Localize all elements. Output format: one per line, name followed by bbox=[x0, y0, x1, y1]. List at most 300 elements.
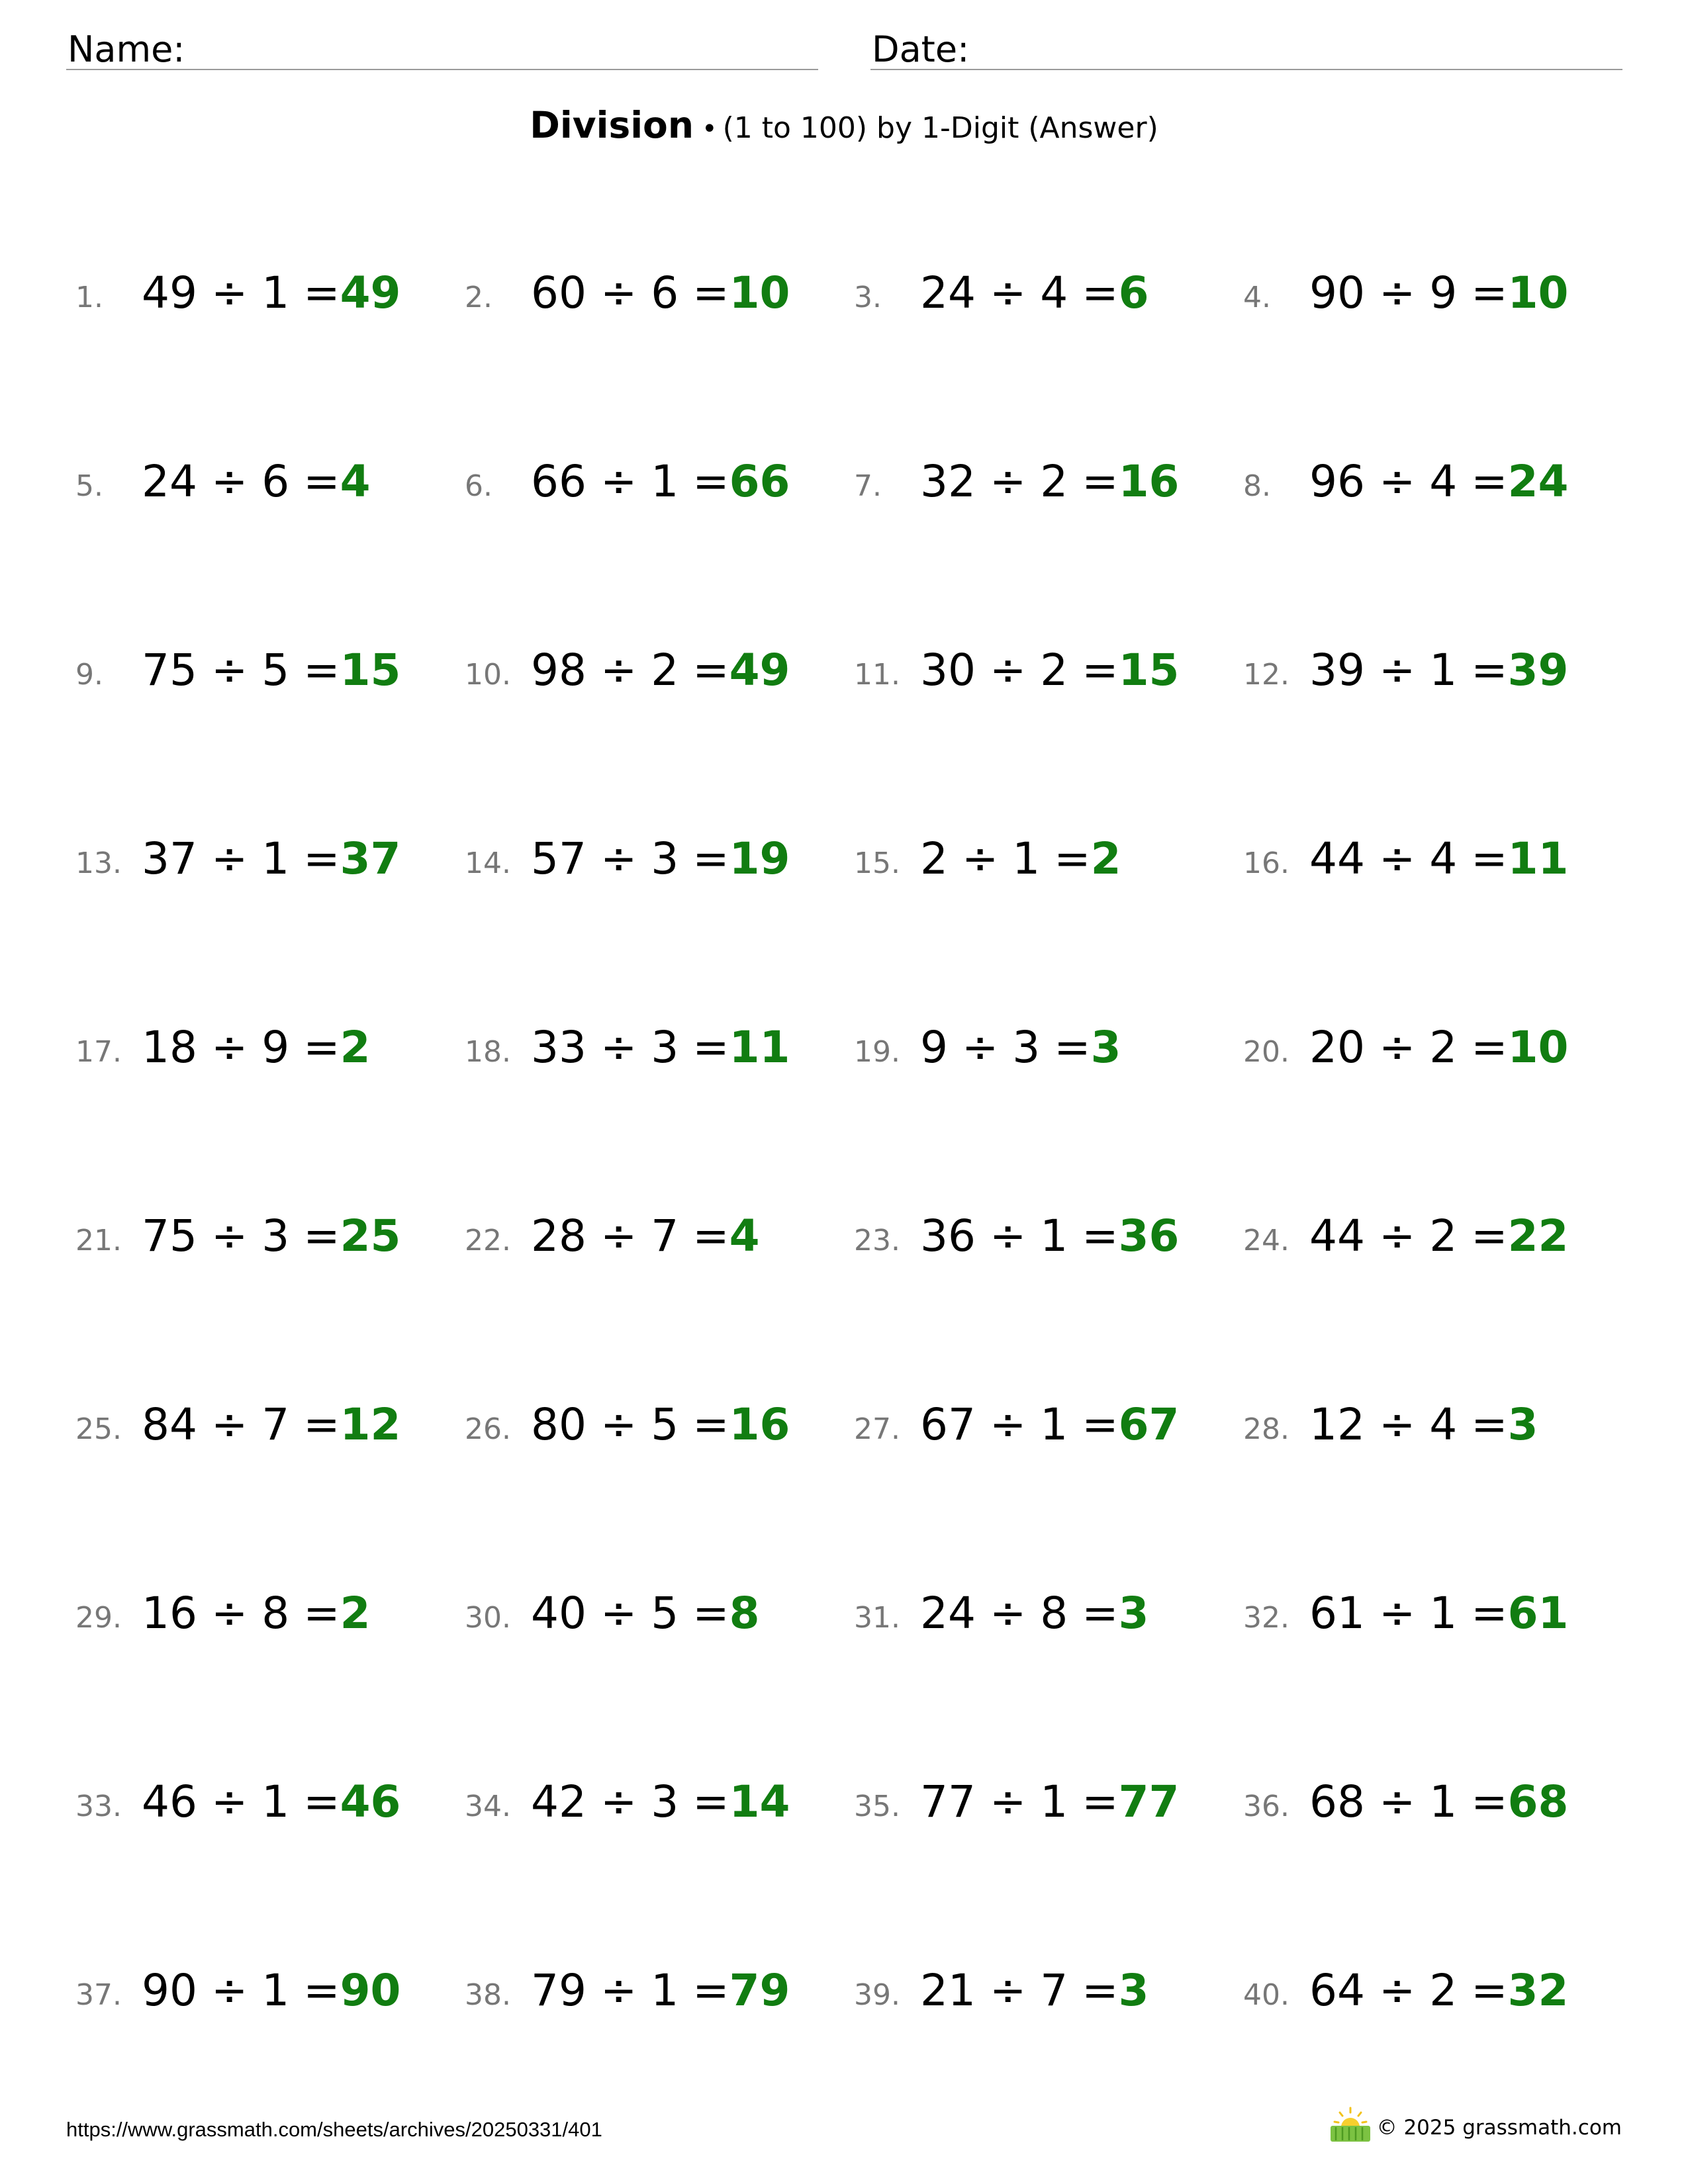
answer: 6 bbox=[1118, 267, 1149, 318]
problem-item bbox=[845, 817, 1215, 890]
equals-sign: = bbox=[1471, 1588, 1508, 1639]
problem-number: 10. bbox=[465, 658, 511, 692]
dividend: 42 bbox=[531, 1776, 586, 1827]
divisor: 7 bbox=[261, 1399, 290, 1450]
problem-expression bbox=[531, 456, 790, 507]
equals-sign: = bbox=[1082, 456, 1119, 507]
problem-expression bbox=[142, 645, 401, 696]
problem-expression bbox=[1309, 1588, 1569, 1639]
answer: 39 bbox=[1507, 645, 1569, 696]
equals-sign: = bbox=[692, 267, 729, 318]
divisor: 8 bbox=[261, 1588, 290, 1639]
problem-expression bbox=[531, 1399, 790, 1450]
dividend: 30 bbox=[920, 645, 976, 696]
problem-expression bbox=[1309, 267, 1569, 318]
problem-expression bbox=[531, 1022, 790, 1073]
dividend: 40 bbox=[531, 1588, 586, 1639]
division-sign: ÷ bbox=[989, 645, 1027, 696]
dividend: 2 bbox=[920, 833, 948, 884]
dividend: 75 bbox=[142, 645, 197, 696]
problem-number: 24. bbox=[1243, 1224, 1289, 1257]
problem-item bbox=[845, 629, 1215, 702]
answer: 12 bbox=[340, 1399, 401, 1450]
divisor: 1 bbox=[261, 1965, 290, 2016]
answer: 25 bbox=[340, 1210, 401, 1261]
divisor: 4 bbox=[1429, 833, 1458, 884]
answer: 37 bbox=[340, 833, 401, 884]
problem-expression bbox=[920, 1399, 1180, 1450]
problem-expression bbox=[920, 645, 1180, 696]
problem-expression bbox=[531, 1965, 790, 2016]
divisor: 1 bbox=[1012, 833, 1041, 884]
equals-sign: = bbox=[1082, 267, 1119, 318]
divisor: 3 bbox=[651, 833, 679, 884]
problem-number: 20. bbox=[1243, 1035, 1289, 1069]
answer: 4 bbox=[729, 1210, 760, 1261]
dividend: 18 bbox=[142, 1022, 197, 1073]
division-sign: ÷ bbox=[1378, 267, 1416, 318]
equals-sign: = bbox=[1082, 1965, 1119, 2016]
equals-sign: = bbox=[1082, 1399, 1119, 1450]
problem-number: 21. bbox=[75, 1224, 122, 1257]
answer: 16 bbox=[729, 1399, 790, 1450]
problem-number: 30. bbox=[465, 1601, 511, 1635]
problem-expression bbox=[142, 1588, 371, 1639]
problem-expression bbox=[142, 1399, 401, 1450]
problem-number: 14. bbox=[465, 846, 511, 880]
dividend: 77 bbox=[920, 1776, 976, 1827]
division-sign: ÷ bbox=[600, 833, 637, 884]
problem-item bbox=[455, 629, 826, 702]
dividend: 80 bbox=[531, 1399, 586, 1450]
answer: 10 bbox=[1507, 1022, 1569, 1073]
problem-number: 2. bbox=[465, 281, 492, 314]
division-sign: ÷ bbox=[1378, 833, 1416, 884]
division-sign: ÷ bbox=[600, 1022, 637, 1073]
equals-sign: = bbox=[303, 1022, 340, 1073]
dividend: 98 bbox=[531, 645, 586, 696]
dividend: 21 bbox=[920, 1965, 976, 2016]
dividend: 24 bbox=[920, 267, 976, 318]
problem-number: 1. bbox=[75, 281, 103, 314]
problem-item bbox=[845, 1760, 1215, 1833]
equals-sign: = bbox=[303, 267, 340, 318]
problem-item bbox=[455, 1006, 826, 1079]
answer: 77 bbox=[1118, 1776, 1180, 1827]
equals-sign: = bbox=[692, 1776, 729, 1827]
problem-number: 27. bbox=[854, 1412, 900, 1446]
problem-item bbox=[845, 1949, 1215, 2022]
equals-sign: = bbox=[1082, 645, 1119, 696]
date-field[interactable] bbox=[870, 20, 1622, 70]
equals-sign: = bbox=[303, 1965, 340, 2016]
problem-item bbox=[845, 440, 1215, 513]
problem-number: 9. bbox=[75, 658, 103, 692]
problem-number: 5. bbox=[75, 469, 103, 503]
divisor: 2 bbox=[651, 645, 679, 696]
equals-sign: = bbox=[303, 1399, 340, 1450]
division-sign: ÷ bbox=[600, 1210, 637, 1261]
title-main: Division bbox=[530, 104, 694, 146]
division-sign: ÷ bbox=[211, 645, 248, 696]
problem-number: 17. bbox=[75, 1035, 122, 1069]
dividend: 64 bbox=[1309, 1965, 1365, 2016]
divisor: 2 bbox=[1429, 1965, 1458, 2016]
division-sign: ÷ bbox=[211, 1776, 248, 1827]
divisor: 3 bbox=[651, 1776, 679, 1827]
problem-item bbox=[845, 1572, 1215, 1645]
problem-item bbox=[66, 440, 437, 513]
divisor: 4 bbox=[1429, 1399, 1458, 1450]
divisor: 4 bbox=[1040, 267, 1068, 318]
problem-number: 19. bbox=[854, 1035, 900, 1069]
answer: 66 bbox=[729, 456, 790, 507]
title-separator: • bbox=[702, 114, 718, 144]
problem-number: 7. bbox=[854, 469, 882, 503]
dividend: 79 bbox=[531, 1965, 586, 2016]
problem-item bbox=[1234, 1572, 1605, 1645]
problem-expression bbox=[142, 267, 401, 318]
division-sign: ÷ bbox=[211, 833, 248, 884]
dividend: 75 bbox=[142, 1210, 197, 1261]
equals-sign: = bbox=[1471, 1399, 1508, 1450]
problem-item bbox=[1234, 629, 1605, 702]
dividend: 33 bbox=[531, 1022, 586, 1073]
dividend: 32 bbox=[920, 456, 976, 507]
problem-number: 12. bbox=[1243, 658, 1289, 692]
division-sign: ÷ bbox=[989, 1965, 1027, 2016]
answer: 3 bbox=[1507, 1399, 1538, 1450]
equals-sign: = bbox=[692, 833, 729, 884]
equals-sign: = bbox=[692, 1588, 729, 1639]
problem-item bbox=[66, 629, 437, 702]
problem-item bbox=[66, 1760, 437, 1833]
problem-expression bbox=[1309, 1399, 1538, 1450]
division-sign: ÷ bbox=[989, 267, 1027, 318]
divisor: 1 bbox=[1429, 645, 1458, 696]
dividend: 24 bbox=[920, 1588, 976, 1639]
answer: 10 bbox=[1507, 267, 1569, 318]
dividend: 67 bbox=[920, 1399, 976, 1450]
divisor: 1 bbox=[1040, 1776, 1068, 1827]
division-sign: ÷ bbox=[211, 1965, 248, 2016]
problem-item bbox=[66, 1383, 437, 1456]
divisor: 9 bbox=[261, 1022, 290, 1073]
problem-item bbox=[1234, 1006, 1605, 1079]
problem-item bbox=[845, 1383, 1215, 1456]
dividend: 16 bbox=[142, 1588, 197, 1639]
dividend: 90 bbox=[1309, 267, 1365, 318]
answer: 3 bbox=[1118, 1588, 1149, 1639]
problem-item bbox=[455, 1760, 826, 1833]
answer: 11 bbox=[729, 1022, 790, 1073]
dividend: 9 bbox=[920, 1022, 948, 1073]
dividend: 96 bbox=[1309, 456, 1365, 507]
problem-number: 4. bbox=[1243, 281, 1271, 314]
division-sign: ÷ bbox=[211, 1210, 248, 1261]
problem-expression bbox=[1309, 1210, 1569, 1261]
equals-sign: = bbox=[692, 1022, 729, 1073]
problem-expression bbox=[1309, 456, 1569, 507]
division-sign: ÷ bbox=[961, 1022, 999, 1073]
division-sign: ÷ bbox=[211, 1022, 248, 1073]
divisor: 1 bbox=[651, 456, 679, 507]
problem-item bbox=[1234, 1195, 1605, 1267]
problem-item bbox=[66, 251, 437, 324]
division-sign: ÷ bbox=[1378, 1399, 1416, 1450]
divisor: 1 bbox=[261, 267, 290, 318]
divisor: 3 bbox=[261, 1210, 290, 1261]
division-sign: ÷ bbox=[989, 456, 1027, 507]
equals-sign: = bbox=[1471, 1210, 1508, 1261]
problem-expression bbox=[920, 1022, 1121, 1073]
problem-item bbox=[1234, 817, 1605, 890]
answer: 10 bbox=[729, 267, 790, 318]
problem-number: 28. bbox=[1243, 1412, 1289, 1446]
answer: 49 bbox=[729, 645, 790, 696]
problem-expression bbox=[531, 1210, 760, 1261]
divisor: 4 bbox=[1429, 456, 1458, 507]
answer: 67 bbox=[1118, 1399, 1180, 1450]
dividend: 36 bbox=[920, 1210, 976, 1261]
problem-expression bbox=[920, 456, 1180, 507]
equals-sign: = bbox=[692, 645, 729, 696]
equals-sign: = bbox=[303, 456, 340, 507]
divisor: 1 bbox=[261, 833, 290, 884]
dividend: 44 bbox=[1309, 833, 1365, 884]
problem-number: 34. bbox=[465, 1790, 511, 1823]
division-sign: ÷ bbox=[211, 456, 248, 507]
problem-expression bbox=[1309, 1776, 1569, 1827]
problem-item bbox=[1234, 440, 1605, 513]
dividend: 39 bbox=[1309, 645, 1365, 696]
problem-expression bbox=[920, 833, 1121, 884]
divisor: 1 bbox=[1040, 1210, 1068, 1261]
problem-item bbox=[455, 1572, 826, 1645]
divisor: 2 bbox=[1429, 1022, 1458, 1073]
title-subtitle: (1 to 100) by 1-Digit (Answer) bbox=[722, 111, 1158, 145]
grass-sun-logo-icon bbox=[1328, 2106, 1373, 2143]
problem-expression bbox=[531, 1588, 760, 1639]
problem-expression bbox=[142, 1776, 401, 1827]
division-sign: ÷ bbox=[600, 267, 637, 318]
division-sign: ÷ bbox=[989, 1399, 1027, 1450]
divisor: 9 bbox=[1429, 267, 1458, 318]
answer: 22 bbox=[1507, 1210, 1569, 1261]
problem-item bbox=[1234, 1383, 1605, 1456]
answer: 15 bbox=[340, 645, 401, 696]
division-sign: ÷ bbox=[600, 456, 637, 507]
answer: 14 bbox=[729, 1776, 790, 1827]
division-sign: ÷ bbox=[989, 1210, 1027, 1261]
division-sign: ÷ bbox=[211, 1399, 248, 1450]
divisor: 6 bbox=[651, 267, 679, 318]
equals-sign: = bbox=[1082, 1588, 1119, 1639]
divisor: 1 bbox=[651, 1965, 679, 2016]
dividend: 28 bbox=[531, 1210, 586, 1261]
answer: 79 bbox=[729, 1965, 790, 2016]
equals-sign: = bbox=[1471, 456, 1508, 507]
division-sign: ÷ bbox=[989, 1776, 1027, 1827]
division-sign: ÷ bbox=[211, 267, 248, 318]
division-sign: ÷ bbox=[1378, 1965, 1416, 2016]
divisor: 1 bbox=[1429, 1588, 1458, 1639]
equals-sign: = bbox=[692, 1210, 729, 1261]
problem-item bbox=[455, 251, 826, 324]
problem-item bbox=[1234, 1760, 1605, 1833]
equals-sign: = bbox=[1471, 1965, 1508, 2016]
answer: 2 bbox=[340, 1022, 371, 1073]
divisor: 5 bbox=[651, 1399, 679, 1450]
problem-number: 26. bbox=[465, 1412, 511, 1446]
divisor: 5 bbox=[261, 645, 290, 696]
problem-item bbox=[845, 1006, 1215, 1079]
problem-item bbox=[845, 1195, 1215, 1267]
division-sign: ÷ bbox=[211, 1588, 248, 1639]
divisor: 7 bbox=[651, 1210, 679, 1261]
answer: 90 bbox=[340, 1965, 401, 2016]
problem-expression bbox=[920, 1588, 1149, 1639]
problem-number: 13. bbox=[75, 846, 122, 880]
equals-sign: = bbox=[303, 1588, 340, 1639]
divisor: 8 bbox=[1040, 1588, 1068, 1639]
division-sign: ÷ bbox=[600, 1588, 637, 1639]
dividend: 44 bbox=[1309, 1210, 1365, 1261]
problem-number: 3. bbox=[854, 281, 882, 314]
problem-item bbox=[66, 1572, 437, 1645]
division-sign: ÷ bbox=[600, 1965, 637, 2016]
problem-number: 38. bbox=[465, 1978, 511, 2012]
equals-sign: = bbox=[303, 645, 340, 696]
answer: 19 bbox=[729, 833, 790, 884]
answer: 15 bbox=[1118, 645, 1180, 696]
date-label: Date: bbox=[872, 28, 970, 70]
problem-item bbox=[455, 440, 826, 513]
problem-item bbox=[1234, 1949, 1605, 2022]
footer-copyright: © 2025 grassmath.com bbox=[1376, 2116, 1622, 2140]
dividend: 49 bbox=[142, 267, 197, 318]
problem-item bbox=[455, 1195, 826, 1267]
answer: 2 bbox=[1090, 833, 1121, 884]
problem-expression bbox=[920, 1965, 1149, 2016]
worksheet-title bbox=[0, 104, 1688, 146]
equals-sign: = bbox=[1471, 833, 1508, 884]
answer: 49 bbox=[340, 267, 401, 318]
answer: 68 bbox=[1507, 1776, 1569, 1827]
division-sign: ÷ bbox=[1378, 1776, 1416, 1827]
equals-sign: = bbox=[692, 1399, 729, 1450]
divisor: 2 bbox=[1429, 1210, 1458, 1261]
problem-expression bbox=[920, 1210, 1180, 1261]
divisor: 1 bbox=[1429, 1776, 1458, 1827]
problem-number: 39. bbox=[854, 1978, 900, 2012]
dividend: 61 bbox=[1309, 1588, 1365, 1639]
answer: 4 bbox=[340, 456, 371, 507]
division-sign: ÷ bbox=[1378, 1210, 1416, 1261]
problem-item bbox=[66, 817, 437, 890]
problem-expression bbox=[142, 1965, 401, 2016]
problem-number: 8. bbox=[1243, 469, 1271, 503]
problem-expression bbox=[920, 267, 1149, 318]
equals-sign: = bbox=[1471, 645, 1508, 696]
division-sign: ÷ bbox=[600, 645, 637, 696]
name-field[interactable] bbox=[66, 20, 818, 70]
dividend: 84 bbox=[142, 1399, 197, 1450]
problem-number: 32. bbox=[1243, 1601, 1289, 1635]
problem-item bbox=[455, 817, 826, 890]
footer-url: https://www.grassmath.com/sheets/archives/20250331/401 bbox=[66, 2118, 602, 2141]
dividend: 37 bbox=[142, 833, 197, 884]
problem-expression bbox=[531, 267, 790, 318]
problem-item bbox=[66, 1949, 437, 2022]
problem-number: 31. bbox=[854, 1601, 900, 1635]
equals-sign: = bbox=[1054, 1022, 1091, 1073]
dividend: 57 bbox=[531, 833, 586, 884]
equals-sign: = bbox=[1471, 267, 1508, 318]
divisor: 3 bbox=[1012, 1022, 1041, 1073]
dividend: 60 bbox=[531, 267, 586, 318]
problem-expression bbox=[1309, 645, 1569, 696]
problem-number: 37. bbox=[75, 1978, 122, 2012]
problem-number: 16. bbox=[1243, 846, 1289, 880]
division-sign: ÷ bbox=[600, 1399, 637, 1450]
answer: 2 bbox=[340, 1588, 371, 1639]
problem-expression bbox=[531, 1776, 790, 1827]
problem-expression bbox=[1309, 833, 1569, 884]
problem-item bbox=[1234, 251, 1605, 324]
problem-expression bbox=[1309, 1022, 1569, 1073]
dividend: 90 bbox=[142, 1965, 197, 2016]
problem-number: 36. bbox=[1243, 1790, 1289, 1823]
answer: 11 bbox=[1507, 833, 1569, 884]
dividend: 66 bbox=[531, 456, 586, 507]
dividend: 24 bbox=[142, 456, 197, 507]
problem-number: 6. bbox=[465, 469, 492, 503]
dividend: 68 bbox=[1309, 1776, 1365, 1827]
equals-sign: = bbox=[1054, 833, 1091, 884]
answer: 61 bbox=[1507, 1588, 1569, 1639]
problem-expression bbox=[142, 833, 401, 884]
equals-sign: = bbox=[1471, 1776, 1508, 1827]
problem-expression bbox=[142, 1210, 401, 1261]
answer: 3 bbox=[1118, 1965, 1149, 2016]
dividend: 46 bbox=[142, 1776, 197, 1827]
division-sign: ÷ bbox=[961, 833, 999, 884]
problem-number: 35. bbox=[854, 1790, 900, 1823]
problem-number: 18. bbox=[465, 1035, 511, 1069]
answer: 46 bbox=[340, 1776, 401, 1827]
division-sign: ÷ bbox=[1378, 1588, 1416, 1639]
answer: 36 bbox=[1118, 1210, 1180, 1261]
problem-item bbox=[455, 1383, 826, 1456]
division-sign: ÷ bbox=[989, 1588, 1027, 1639]
answer: 32 bbox=[1507, 1965, 1569, 2016]
divisor: 3 bbox=[651, 1022, 679, 1073]
problem-expression bbox=[1309, 1965, 1569, 2016]
problem-item bbox=[455, 1949, 826, 2022]
problem-number: 11. bbox=[854, 658, 900, 692]
problem-number: 23. bbox=[854, 1224, 900, 1257]
divisor: 2 bbox=[1040, 456, 1068, 507]
answer: 3 bbox=[1090, 1022, 1121, 1073]
answer: 8 bbox=[729, 1588, 760, 1639]
problem-expression bbox=[142, 456, 371, 507]
dividend: 12 bbox=[1309, 1399, 1365, 1450]
problem-expression bbox=[531, 645, 790, 696]
division-sign: ÷ bbox=[1378, 645, 1416, 696]
problem-number: 40. bbox=[1243, 1978, 1289, 2012]
divisor: 1 bbox=[261, 1776, 290, 1827]
